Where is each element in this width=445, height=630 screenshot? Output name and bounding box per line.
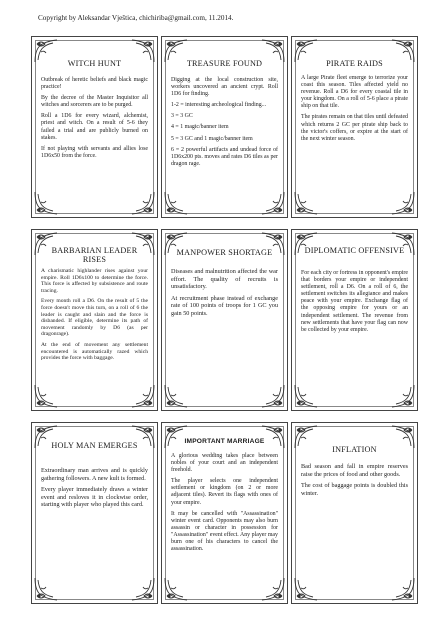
card-paragraph: 6 = 2 powerful artifacts and undead force of 1D6x200 pts. moves and rates D6 tiles as per dragon rage. — [171, 146, 278, 167]
card-title: IMPORTANT MARRIAGE — [184, 438, 265, 445]
card-paragraph: For each city or fortress in opponent's empire that borders your empire or independent settlement, roll a D6. On a roll of 6, the settlement switches its allegiance and makes peace with your empire. Exchange flag of the opposing empire for yours or an independent settlement. The revenue from new settlements that have your flag can now be collected by your empire. — [301, 270, 408, 333]
card-paragraph: The pirates remain on that tiles until defeated which returns 2 GC per pirate ship back to the victor's coffers, or expire at the start of the next winter season. — [301, 114, 408, 142]
card-paragraph: The player selects one independent settlement or kingdom (on 2 or more adjacent tiles). Revert its flags with ones of your empire. — [171, 478, 278, 506]
card-paragraph: At the end of movement any settlement encountered is automatically razed which provides the force with baggage. — [41, 341, 148, 362]
corner-ornament-icon — [33, 383, 59, 409]
event-card-3 — [291, 36, 418, 218]
card-body — [41, 467, 148, 513]
corner-ornament-icon — [33, 190, 59, 216]
corner-ornament-icon — [163, 383, 189, 409]
event-card-5 — [161, 229, 288, 411]
event-card-8 — [161, 422, 288, 604]
card-paragraph: Every month roll a D6. On the result of 5 the force doesn't move this turn, on a roll of 6 the leader is caught and slain and the force is disbanded. If eligible, determine its path of movement randomly by D6 (as per dragonrage). — [41, 298, 148, 338]
event-card-6 — [291, 229, 418, 411]
card-paragraph: Outbreak of heretic beliefs and black magic practice! — [41, 77, 148, 91]
corner-ornament-icon — [260, 383, 286, 409]
corner-ornament-icon — [260, 576, 286, 602]
card-paragraph: Diseases and malnutrition affected the war effort. The quality of recruits is unsatisfactory. — [171, 268, 278, 290]
card-paragraph: 3 = 3 GC — [171, 113, 193, 120]
card-paragraph: The cost of baggage points is doubled this winter. — [301, 482, 408, 497]
card-title: PIRATE RAIDS — [326, 59, 383, 68]
corner-ornament-icon — [390, 383, 416, 409]
corner-ornament-icon — [130, 576, 156, 602]
event-card-2 — [161, 36, 288, 218]
card-title: HOLY MAN EMERGES — [51, 441, 138, 450]
corner-ornament-icon — [163, 576, 189, 602]
card-frame — [35, 426, 154, 600]
corner-ornament-icon — [293, 383, 319, 409]
card-title: INFLATION — [332, 445, 377, 454]
card-paragraph: A glorious wedding takes place between nobles of your court and an independent freehold. — [171, 453, 278, 474]
card-body — [301, 463, 408, 501]
corner-ornament-icon — [293, 190, 319, 216]
card-paragraph: At recruitment phase instead of exchange rate of 100 points of troops for 1 GC you gain 50 points. — [171, 294, 278, 317]
corner-ornament-icon — [390, 190, 416, 216]
card-title: MANPOWER SHORTAGE — [176, 248, 273, 257]
card-paragraph: Roll a 1D6 for every wizard, alchemist, priest and witch. On a result of 5-6 they failed a trial and are publicly burned on stakes. — [41, 113, 148, 141]
corner-ornament-icon — [390, 576, 416, 602]
card-paragraph: Digging at the local construction site, workers uncovered an ancient crypt. Roll 1D6 for finding. — [171, 77, 278, 98]
card-paragraph: 4 = 1 magic/banner item — [171, 124, 229, 131]
corner-ornament-icon — [130, 190, 156, 216]
card-paragraph: A charismatic highlander rises against your empire. Roll 1D6x100 to determine the force. This force is affected by subsistence and route tracing. — [41, 268, 148, 294]
card-paragraph: If not playing with servants and allies lose 1D6x50 from the force. — [41, 145, 148, 159]
card-paragraph: 1-2 = interesting archeological finding... — [171, 102, 267, 109]
card-paragraph: Bad season and fall in empire reserves raise the prices of food and other goods. — [301, 463, 408, 478]
card-paragraph: A large Pirate fleet emerge to terrorize your coast this season. Tiles affected yield no revenue. Roll a D6 for every coastal tile in your kingdom. On a roll of 5-6 place a pirate ship on that tile. — [301, 75, 408, 110]
corner-ornament-icon — [260, 190, 286, 216]
card-body — [171, 77, 278, 172]
card-title: WITCH HUNT — [67, 59, 122, 68]
corner-ornament-icon — [163, 190, 189, 216]
card-paragraph: Extraordinary man arrives and is quickly gathering followers. A new kult is formed. — [41, 467, 148, 482]
card-body — [171, 453, 278, 557]
card-body — [171, 268, 278, 321]
card-title: TREASURE FOUND — [186, 59, 263, 68]
card-body — [301, 75, 408, 147]
card-paragraph: 5 = 3 GC and 1 magic/banner item — [171, 135, 253, 142]
event-card-4 — [31, 229, 158, 411]
event-card-7 — [31, 422, 158, 604]
card-title: BARBARIAN LEADER RISES — [51, 246, 138, 265]
card-paragraph: It may be cancelled with "Assassination" winter event card. Opponents may also burn assassin or character in possession for "Assassination" event effect. Any player may burn one of his characters to cancel the assassination. — [171, 510, 278, 553]
copyright-notice: Copyright by Aleksandar Vještica, chichiriba@gmail.com, 11.2014. — [38, 14, 234, 22]
card-title: DIPLOMATIC OFFENSIVE — [304, 246, 405, 255]
card-paragraph: By the decree of the Master Inquisitor all witches and sorcerers are to be purged. — [41, 95, 148, 109]
corner-ornament-icon — [130, 383, 156, 409]
corner-ornament-icon — [33, 576, 59, 602]
card-paragraph: Every player immediately draws a winter event and resloves it in clockwise order, starting with player who played this card. — [41, 486, 148, 508]
corner-ornament-icon — [293, 576, 319, 602]
card-body — [41, 77, 148, 164]
card-body — [301, 270, 408, 338]
card-body — [41, 268, 148, 366]
event-card-9 — [291, 422, 418, 604]
event-card-1 — [31, 36, 158, 218]
